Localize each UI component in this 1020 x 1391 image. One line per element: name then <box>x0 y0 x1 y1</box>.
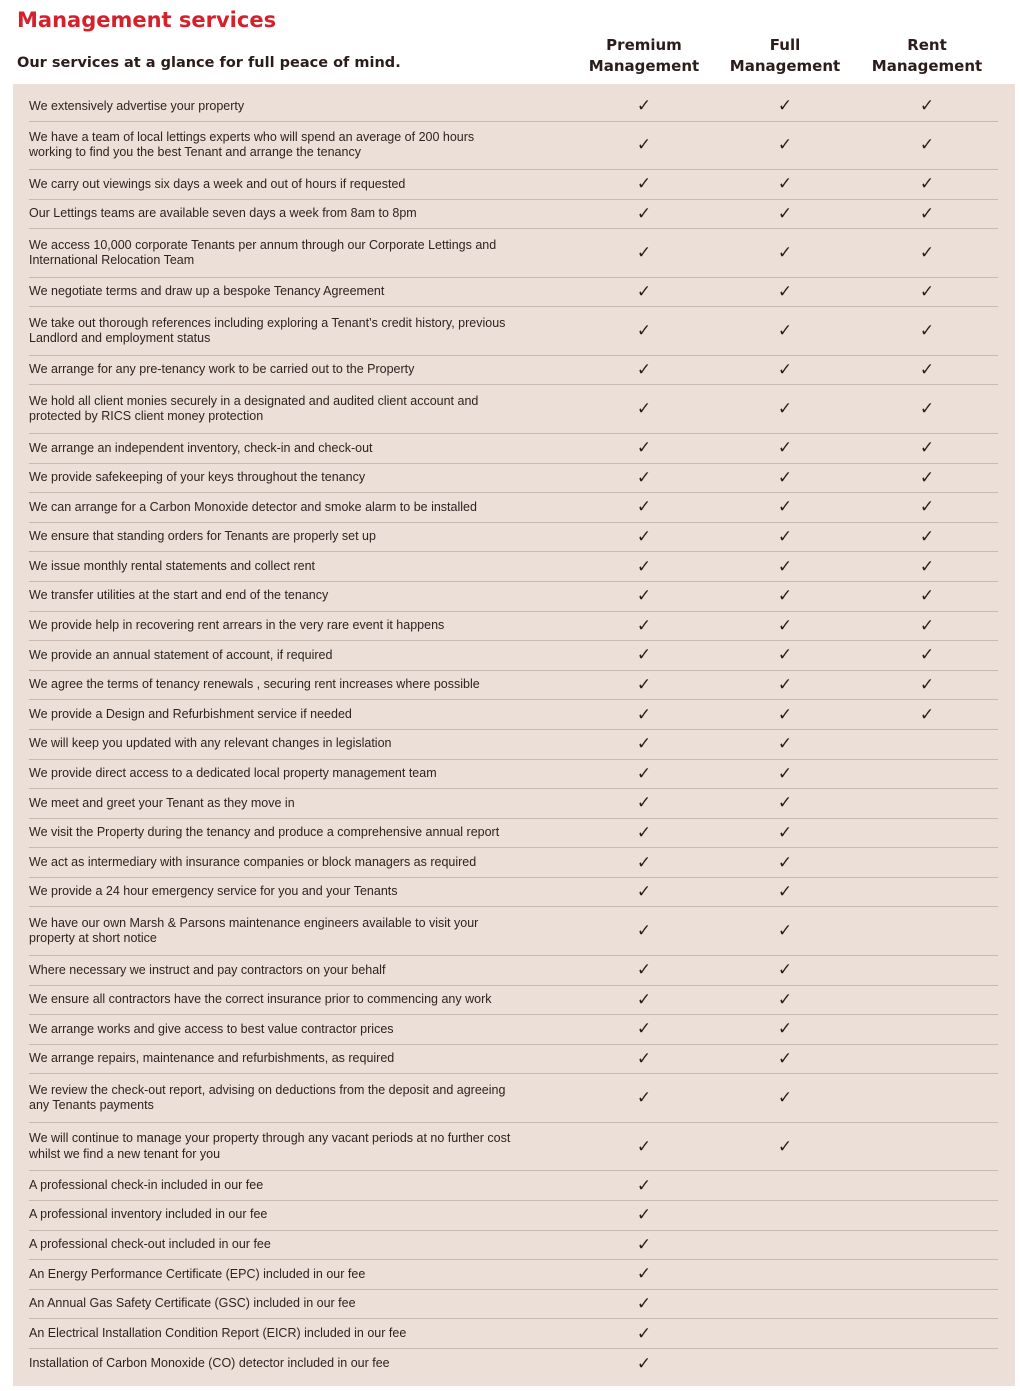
check-icon: ✓ <box>636 645 652 666</box>
service-description: We provide direct access to a dedicated local property management team <box>29 766 437 781</box>
table-row <box>29 1045 998 1075</box>
check-icon: ✓ <box>777 135 793 156</box>
table-row <box>29 385 998 434</box>
check-icon: ✓ <box>919 203 935 224</box>
table-row <box>29 907 998 956</box>
check-icon: ✓ <box>777 734 793 755</box>
service-description: Our Lettings teams are available seven days a week from 8am to 8pm <box>29 206 417 221</box>
check-icon: ✓ <box>777 960 793 981</box>
table-row <box>29 464 998 494</box>
check-icon: ✓ <box>777 822 793 843</box>
table-row <box>29 1319 998 1349</box>
column-header-premium <box>579 35 709 77</box>
service-description: We can arrange for a Carbon Monoxide detector and smoke alarm to be installed <box>29 499 477 514</box>
check-icon: ✓ <box>777 467 793 488</box>
check-icon: ✓ <box>636 989 652 1010</box>
check-icon: ✓ <box>636 793 652 814</box>
service-description: We arrange repairs, maintenance and refurbishments, as required <box>29 1051 395 1066</box>
check-icon: ✓ <box>919 586 935 607</box>
check-icon: ✓ <box>919 704 935 725</box>
check-icon: ✓ <box>636 360 652 381</box>
table-row <box>29 1074 998 1123</box>
service-description: We arrange for any pre-tenancy work to be carried out to the Property <box>29 362 415 377</box>
table-row <box>29 789 998 819</box>
service-description: We provide a 24 hour emergency service for you and your Tenants <box>29 884 398 899</box>
table-row <box>29 582 998 612</box>
column-header-line: Full <box>769 36 801 54</box>
check-icon: ✓ <box>919 96 935 117</box>
check-icon: ✓ <box>636 822 652 843</box>
check-icon: ✓ <box>777 675 793 696</box>
check-icon: ✓ <box>777 852 793 873</box>
service-description: We arrange an independent inventory, check-in and check-out <box>29 440 373 455</box>
check-icon: ✓ <box>636 1175 652 1196</box>
check-icon: ✓ <box>636 1353 652 1374</box>
service-description: We visit the Property during the tenancy and produce a comprehensive annual report <box>29 825 500 840</box>
table-row <box>29 878 998 908</box>
table-row <box>29 1290 998 1320</box>
column-header-line: Premium <box>606 36 682 54</box>
check-icon: ✓ <box>636 1205 652 1226</box>
check-icon: ✓ <box>636 1294 652 1315</box>
table-row <box>29 523 998 553</box>
check-icon: ✓ <box>636 960 652 981</box>
service-description: A professional check-out included in our fee <box>29 1237 271 1252</box>
check-icon: ✓ <box>636 1019 652 1040</box>
table-row <box>29 1171 998 1201</box>
table-row <box>29 700 998 730</box>
table-row <box>29 848 998 878</box>
table-row <box>29 278 998 308</box>
table-row <box>29 1231 998 1261</box>
table-row <box>29 229 998 278</box>
service-description: We have our own Marsh & Parsons maintenance engineers available to visit your property at short notice <box>29 915 479 946</box>
check-icon: ✓ <box>777 615 793 636</box>
check-icon: ✓ <box>636 527 652 548</box>
check-icon: ✓ <box>636 467 652 488</box>
check-icon: ✓ <box>636 399 652 420</box>
check-icon: ✓ <box>777 763 793 784</box>
check-icon: ✓ <box>919 321 935 342</box>
services-table <box>29 92 998 1379</box>
service-description: Installation of Carbon Monoxide (CO) detector included in our fee <box>29 1355 390 1370</box>
check-icon: ✓ <box>636 1264 652 1285</box>
check-icon: ✓ <box>636 135 652 156</box>
check-icon: ✓ <box>777 243 793 264</box>
check-icon: ✓ <box>636 243 652 264</box>
service-description: We arrange works and give access to best value contractor prices <box>29 1021 394 1036</box>
check-icon: ✓ <box>636 282 652 303</box>
service-description: We negotiate terms and draw up a bespoke Tenancy Agreement <box>29 284 385 299</box>
check-icon: ✓ <box>777 497 793 518</box>
table-row <box>29 1201 998 1231</box>
service-description: We transfer utilities at the start and end of the tenancy <box>29 588 329 603</box>
service-description: A professional check-in included in our fee <box>29 1177 264 1192</box>
column-header-line: Management <box>588 57 700 75</box>
check-icon: ✓ <box>919 645 935 666</box>
service-description: We issue monthly rental statements and collect rent <box>29 558 316 573</box>
service-description: Where necessary we instruct and pay contractors on your behalf <box>29 962 386 977</box>
service-description: We agree the terms of tenancy renewals , securing rent increases where possible <box>29 677 480 692</box>
service-description: We meet and greet your Tenant as they move in <box>29 795 295 810</box>
service-description: We provide help in recovering rent arrears in the very rare event it happens <box>29 618 445 633</box>
column-header-full <box>720 35 850 77</box>
check-icon: ✓ <box>777 1088 793 1109</box>
table-row <box>29 493 998 523</box>
check-icon: ✓ <box>777 399 793 420</box>
table-row <box>29 552 998 582</box>
table-row <box>29 356 998 386</box>
table-row <box>29 641 998 671</box>
service-description: We take out thorough references including exploring a Tenant’s credit history, previous Landlord and employment status <box>29 315 506 346</box>
column-header-rent <box>862 35 992 77</box>
check-icon: ✓ <box>777 360 793 381</box>
check-icon: ✓ <box>777 645 793 666</box>
check-icon: ✓ <box>636 174 652 195</box>
table-row <box>29 170 998 200</box>
check-icon: ✓ <box>777 438 793 459</box>
check-icon: ✓ <box>636 586 652 607</box>
services-panel <box>13 84 1015 1386</box>
check-icon: ✓ <box>919 282 935 303</box>
check-icon: ✓ <box>636 203 652 224</box>
page-title: Management services <box>17 8 277 32</box>
check-icon: ✓ <box>777 921 793 942</box>
check-icon: ✓ <box>636 1088 652 1109</box>
check-icon: ✓ <box>777 96 793 117</box>
service-description: An Electrical Installation Condition Report (EICR) included in our fee <box>29 1325 407 1340</box>
check-icon: ✓ <box>636 852 652 873</box>
service-description: We ensure that standing orders for Tenants are properly set up <box>29 529 376 544</box>
table-row <box>29 986 998 1016</box>
check-icon: ✓ <box>636 1136 652 1157</box>
service-description: We provide an annual statement of account, if required <box>29 647 333 662</box>
table-row <box>29 92 998 122</box>
check-icon: ✓ <box>919 675 935 696</box>
service-description: We will keep you updated with any relevant changes in legislation <box>29 736 392 751</box>
check-icon: ✓ <box>636 1323 652 1344</box>
check-icon: ✓ <box>777 556 793 577</box>
service-description: We hold all client monies securely in a designated and audited client account and protected by RICS client money protection <box>29 393 479 424</box>
column-header-line: Management <box>871 57 983 75</box>
check-icon: ✓ <box>919 399 935 420</box>
check-icon: ✓ <box>777 704 793 725</box>
check-icon: ✓ <box>636 882 652 903</box>
table-row <box>29 760 998 790</box>
check-icon: ✓ <box>777 989 793 1010</box>
service-description: A professional inventory included in our fee <box>29 1207 268 1222</box>
check-icon: ✓ <box>777 1136 793 1157</box>
service-description: We act as intermediary with insurance companies or block managers as required <box>29 854 477 869</box>
check-icon: ✓ <box>919 467 935 488</box>
check-icon: ✓ <box>636 497 652 518</box>
check-icon: ✓ <box>777 1019 793 1040</box>
check-icon: ✓ <box>777 882 793 903</box>
check-icon: ✓ <box>919 135 935 156</box>
check-icon: ✓ <box>919 360 935 381</box>
check-icon: ✓ <box>777 527 793 548</box>
check-icon: ✓ <box>636 1049 652 1070</box>
service-description: We extensively advertise your property <box>29 98 245 113</box>
table-row <box>29 122 998 171</box>
page-subtitle: Our services at a glance for full peace of mind. <box>17 55 401 71</box>
check-icon: ✓ <box>777 1049 793 1070</box>
service-description: We provide safekeeping of your keys throughout the tenancy <box>29 470 366 485</box>
check-icon: ✓ <box>636 321 652 342</box>
check-icon: ✓ <box>636 921 652 942</box>
table-row <box>29 434 998 464</box>
check-icon: ✓ <box>636 96 652 117</box>
table-row <box>29 819 998 849</box>
check-icon: ✓ <box>777 321 793 342</box>
check-icon: ✓ <box>636 615 652 636</box>
check-icon: ✓ <box>919 615 935 636</box>
column-header-line: Management <box>729 57 841 75</box>
check-icon: ✓ <box>919 497 935 518</box>
table-row <box>29 1123 998 1172</box>
check-icon: ✓ <box>636 704 652 725</box>
table-row <box>29 956 998 986</box>
check-icon: ✓ <box>777 174 793 195</box>
service-description: We will continue to manage your property through any vacant periods at no further cost whilst we find a new tenant for you <box>29 1131 511 1161</box>
check-icon: ✓ <box>777 282 793 303</box>
table-row <box>29 612 998 642</box>
service-description: We access 10,000 corporate Tenants per annum through our Corporate Lettings and International Relocation Team <box>29 237 497 268</box>
check-icon: ✓ <box>636 734 652 755</box>
table-row <box>29 1349 998 1379</box>
service-description: We review the check-out report, advising on deductions from the deposit and agreeing any Tenants payments <box>29 1082 506 1113</box>
service-description: We carry out viewings six days a week and out of hours if requested <box>29 176 406 191</box>
check-icon: ✓ <box>919 174 935 195</box>
check-icon: ✓ <box>636 438 652 459</box>
check-icon: ✓ <box>636 675 652 696</box>
check-icon: ✓ <box>636 556 652 577</box>
check-icon: ✓ <box>919 556 935 577</box>
table-row <box>29 1015 998 1045</box>
check-icon: ✓ <box>919 527 935 548</box>
service-description: We ensure all contractors have the correct insurance prior to commencing any work <box>29 992 492 1007</box>
column-header-line: Rent <box>907 36 947 54</box>
table-row <box>29 671 998 701</box>
check-icon: ✓ <box>919 243 935 264</box>
service-description: We provide a Design and Refurbishment service if needed <box>29 706 352 721</box>
service-description: An Energy Performance Certificate (EPC) included in our fee <box>29 1266 366 1281</box>
table-row <box>29 200 998 230</box>
table-row <box>29 307 998 356</box>
check-icon: ✓ <box>777 793 793 814</box>
check-icon: ✓ <box>636 763 652 784</box>
check-icon: ✓ <box>777 586 793 607</box>
table-row <box>29 1260 998 1290</box>
table-row <box>29 730 998 760</box>
service-description: An Annual Gas Safety Certificate (GSC) included in our fee <box>29 1296 356 1311</box>
check-icon: ✓ <box>919 438 935 459</box>
service-description: We have a team of local lettings experts who will spend an average of 200 hours working to find you the best Tenant and arrange the tenancy <box>29 129 475 160</box>
check-icon: ✓ <box>636 1234 652 1255</box>
check-icon: ✓ <box>777 203 793 224</box>
